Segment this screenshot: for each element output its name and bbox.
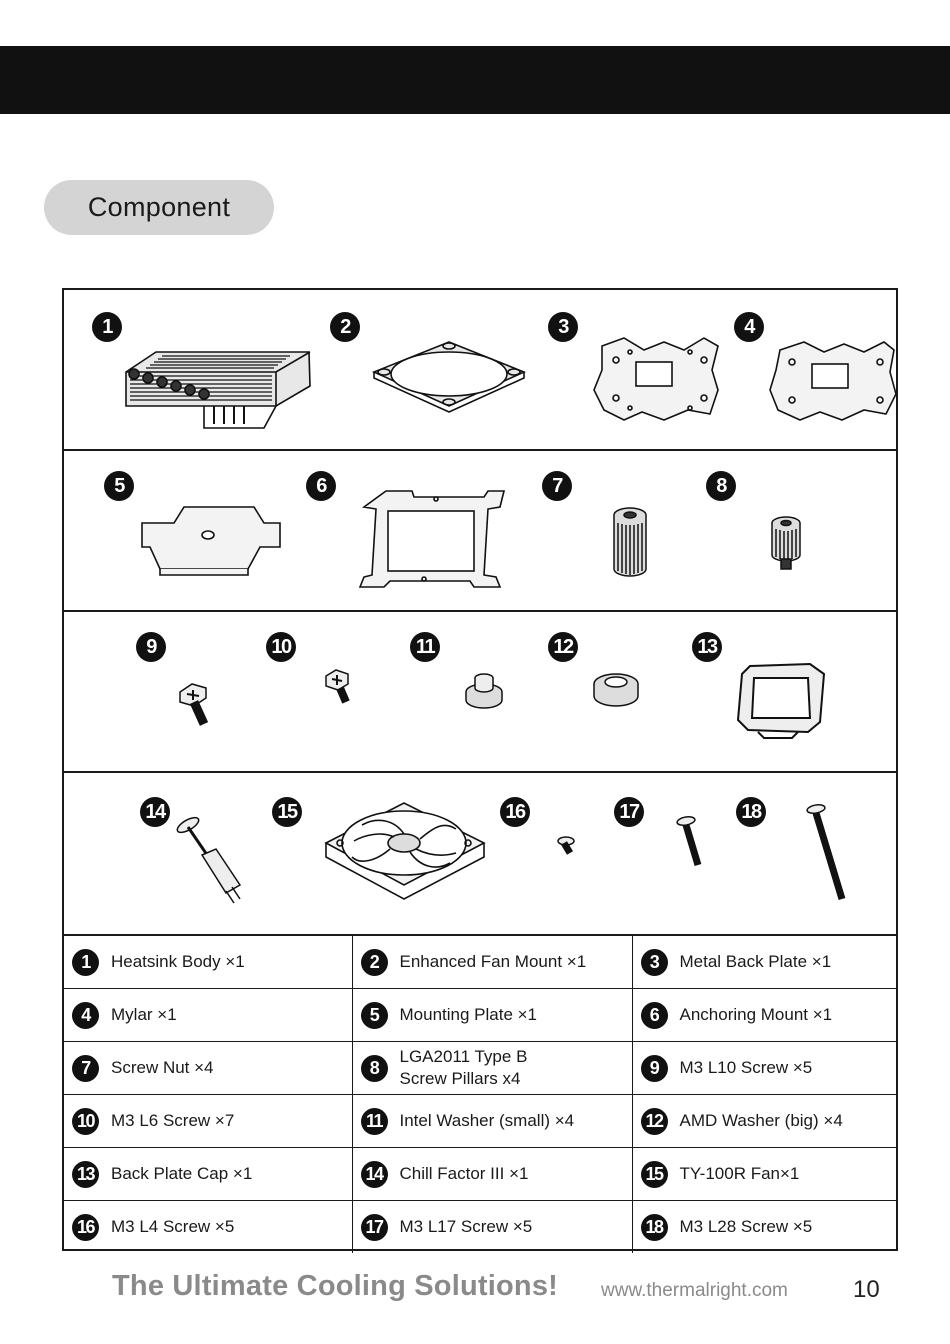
item-number-badge: 7 [72,1055,99,1082]
fan-mount-icon [374,342,524,412]
item-number-badge: 13 [72,1161,99,1188]
item-number-badge: 4 [734,312,764,342]
section-title: Component [44,180,274,235]
item-label: Mylar ×1 [111,1005,177,1024]
item-number-badge: 6 [306,471,336,501]
legend-cell [64,1042,352,1095]
item-number-badge: 6 [641,1002,668,1029]
item-number-badge: 17 [361,1214,388,1241]
legend-row [64,989,896,1042]
item-number-badge: 11 [361,1108,388,1135]
item-label: Chill Factor III ×1 [399,1164,529,1183]
legend-cell [352,936,632,989]
item-number-badge: 14 [140,797,170,827]
ty-100r-fan-icon [326,803,484,899]
item-label: M3 L6 Screw ×7 [111,1111,235,1130]
m3-l6-screw-icon [326,670,348,702]
item-number-badge: 12 [548,632,578,662]
page-number: 10 [853,1276,880,1303]
item-label: M3 L10 Screw ×5 [679,1058,813,1077]
item-label: M3 L28 Screw ×5 [679,1217,813,1236]
item-label: TY-100R Fan×1 [679,1164,800,1183]
item-number-badge: 8 [361,1055,388,1082]
legend-cell [352,989,632,1042]
legend-cell [64,1201,352,1254]
metal-back-plate-icon [594,338,718,420]
item-number-badge: 10 [72,1108,99,1135]
legend-cell [632,1148,896,1201]
item-number-badge: 3 [641,949,668,976]
footer-url[interactable]: www.thermalright.com [601,1280,788,1301]
screw-nut-icon [614,508,646,576]
legend-cell [64,1148,352,1201]
m3-l10-screw-icon [180,684,206,724]
intel-washer-icon [466,674,502,708]
mylar-icon [770,342,896,420]
item-number-badge: 16 [72,1214,99,1241]
item-number-badge: 2 [361,949,388,976]
m3-l28-screw-icon [806,803,842,899]
legend-table [64,936,896,1253]
panel-4-drawings [64,773,896,934]
item-number-badge: 2 [330,312,360,342]
item-number-badge: 5 [361,1002,388,1029]
legend-cell [632,1042,896,1095]
item-label: M3 L17 Screw ×5 [399,1217,533,1236]
legend-cell [352,1095,632,1148]
component-panel-1 [64,290,896,451]
footer-slogan: The Ultimate Cooling Solutions! [112,1270,559,1302]
legend-cell [632,989,896,1042]
legend-cell [632,936,896,989]
item-number-badge: 15 [641,1161,668,1188]
legend-row [64,1095,896,1148]
component-panel-4 [64,773,896,936]
item-number-badge: 7 [542,471,572,501]
mounting-plate-icon [142,507,280,575]
component-legend [64,936,896,1249]
m3-l17-screw-icon [676,815,698,865]
item-label: Intel Washer (small) ×4 [399,1111,575,1130]
heatsink-body-icon [126,352,310,428]
item-label [400,1046,528,1090]
item-label: Screw Nut ×4 [111,1058,214,1077]
item-number-badge: 12 [641,1108,668,1135]
item-label: Heatsink Body ×1 [111,952,245,971]
legend-row [64,1148,896,1201]
item-number-badge: 9 [641,1055,668,1082]
component-panel-3 [64,612,896,773]
item-number-badge: 17 [614,797,644,827]
item-number-badge: 18 [736,797,766,827]
item-label: Enhanced Fan Mount ×1 [399,952,587,971]
item-number-badge: 18 [641,1214,668,1241]
legend-row [64,1042,896,1095]
item-number-badge: 5 [104,471,134,501]
panel-1-drawings [64,290,896,449]
item-label: Anchoring Mount ×1 [679,1005,833,1024]
item-number-badge: 15 [272,797,302,827]
item-number-badge: 11 [410,632,440,662]
legend-cell [64,989,352,1042]
item-number-badge: 9 [136,632,166,662]
item-label: M3 L4 Screw ×5 [111,1217,235,1236]
legend-cell [352,1042,632,1095]
anchoring-mount-icon [360,491,504,587]
legend-cell [352,1201,632,1254]
component-panel-2 [64,451,896,612]
component-frame [62,288,898,1251]
item-label-line-1: LGA2011 Type B [399,1047,528,1066]
legend-cell [632,1095,896,1148]
item-label: Back Plate Cap ×1 [111,1164,253,1183]
screw-pillar-icon [772,517,800,569]
legend-cell [64,936,352,989]
legend-cell [64,1095,352,1148]
panel-2-drawings [64,451,896,610]
header-bar [0,46,950,114]
item-label: Mounting Plate ×1 [399,1005,538,1024]
item-number-badge: 4 [72,1002,99,1029]
item-number-badge: 1 [92,312,122,342]
item-label: Metal Back Plate ×1 [679,952,832,971]
panel-3-drawings [64,612,896,771]
thermal-paste-syringe-icon [175,815,240,903]
back-plate-cap-icon [738,664,824,738]
item-number-badge: 14 [361,1161,388,1188]
legend-cell [352,1148,632,1201]
legend-row [64,936,896,989]
item-number-badge: 13 [692,632,722,662]
m3-l4-screw-icon [558,837,574,853]
item-number-badge: 16 [500,797,530,827]
amd-washer-icon [594,674,638,706]
item-label-line-2: Screw Pillars x4 [399,1069,521,1088]
item-number-badge: 8 [706,471,736,501]
item-number-badge: 10 [266,632,296,662]
legend-row [64,1201,896,1254]
item-label: AMD Washer (big) ×4 [679,1111,843,1130]
item-number-badge: 1 [72,949,99,976]
legend-cell [632,1201,896,1254]
item-number-badge: 3 [548,312,578,342]
